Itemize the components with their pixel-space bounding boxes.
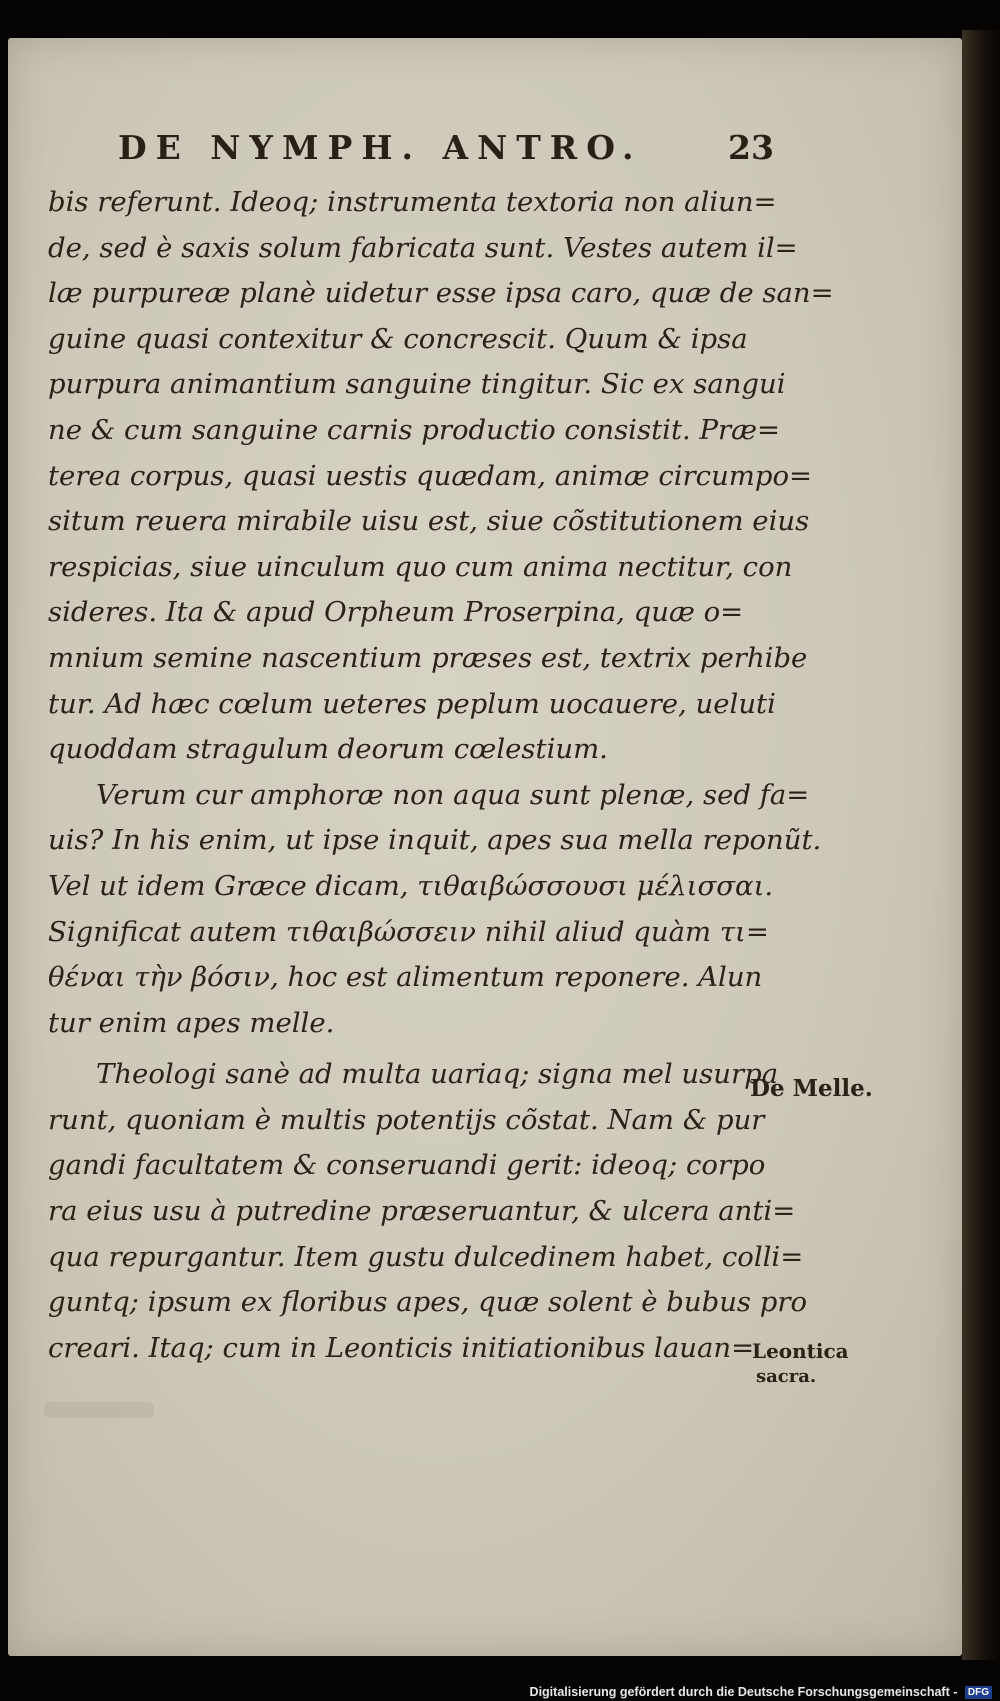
- text-line: quoddam stragulum deorum cœlestium.: [48, 733, 608, 766]
- page-edge-shadow: [962, 30, 1000, 1660]
- paragraph-start-line: Theologi sanè ad multa uariaq; signa mel usurpa: [96, 1058, 779, 1091]
- running-head: [118, 128, 774, 178]
- text-line: de, sed è saxis solum fabricata sunt. Vestes autem il=: [48, 231, 798, 264]
- text-line: terea corpus, quasi uestis quædam, animæ circumpo=: [48, 459, 813, 492]
- text-line: guntq; ipsum ex floribus apes, quæ solent è bubus pro: [48, 1286, 808, 1319]
- text-line: mnium semine nascentium præses est, textrix perhibe: [48, 641, 808, 674]
- marginal-note-de-melle: De Melle.: [750, 1075, 873, 1102]
- text-line: qua repurgantur. Item gustu dulcedinem habet, colli=: [48, 1240, 804, 1273]
- running-head-title: DE NYMPH. ANTRO.: [118, 128, 643, 167]
- dfg-logo: DFG: [965, 1686, 992, 1699]
- digitization-credit: [530, 1685, 992, 1699]
- text-line: gandi facultatem & conseruandi gerit: ideoq; corpo: [48, 1149, 766, 1182]
- marginal-note-leontica: [752, 1338, 849, 1390]
- text-line: θέναι τὴν βόσιν, hoc est alimentum reponere. Alun: [48, 961, 763, 994]
- marginal-note-line: Leontica: [752, 1339, 849, 1363]
- text-line: respicias, siue uinculum quo cum anima nectitur, con: [48, 550, 793, 583]
- text-line: læ purpureæ planè uidetur esse ipsa caro, quæ de san=: [48, 277, 834, 310]
- text-line: ra eius usu à putredine præseruantur, & ulcera anti=: [48, 1195, 796, 1228]
- ink-smudge: [44, 1402, 154, 1418]
- text-line: uis? In his enim, ut ipse inquit, apes sua mella reponũt.: [48, 824, 822, 857]
- text-line: guine quasi contexitur & concrescit. Quum & ipsa: [48, 322, 748, 355]
- credit-text: Digitalisierung gefördert durch die Deutsche Forschungsgemeinschaft -: [529, 1684, 958, 1699]
- text-line: tur. Ad hæc cœlum ueteres peplum uocauere, ueluti: [48, 687, 776, 720]
- text-line: bis referunt. Ideoq; instrumenta textoria non aliun=: [48, 186, 777, 218]
- paragraph-start-line: Verum cur amphoræ non aqua sunt plenæ, sed fa=: [96, 778, 810, 811]
- text-line: sideres. Ita & apud Orpheum Proserpina, quæ o=: [48, 596, 744, 629]
- text-line: ne & cum sanguine carnis productio consistit. Præ=: [48, 413, 781, 446]
- text-line: runt, quoniam è multis potentijs cõstat. Nam & pur: [48, 1103, 765, 1136]
- text-line: situm reuera mirabile uisu est, siue cõstitutionem eius: [48, 505, 810, 538]
- text-line: Significat autem τιθαιβώσσειν nihil aliud quàm τι=: [48, 915, 769, 948]
- text-line: purpura animantium sanguine tingitur. Sic ex sangui: [48, 368, 786, 401]
- text-line: Vel ut idem Græce dicam, τιθαιβώσσουσι μέλισσαι.: [48, 869, 774, 902]
- marginal-note-line: sacra.: [756, 1366, 817, 1387]
- text-line: creari. Itaq; cum in Leonticis initiationibus lauan=: [48, 1331, 755, 1364]
- page-number: 23: [728, 128, 774, 167]
- text-line: tur enim apes melle.: [48, 1006, 335, 1039]
